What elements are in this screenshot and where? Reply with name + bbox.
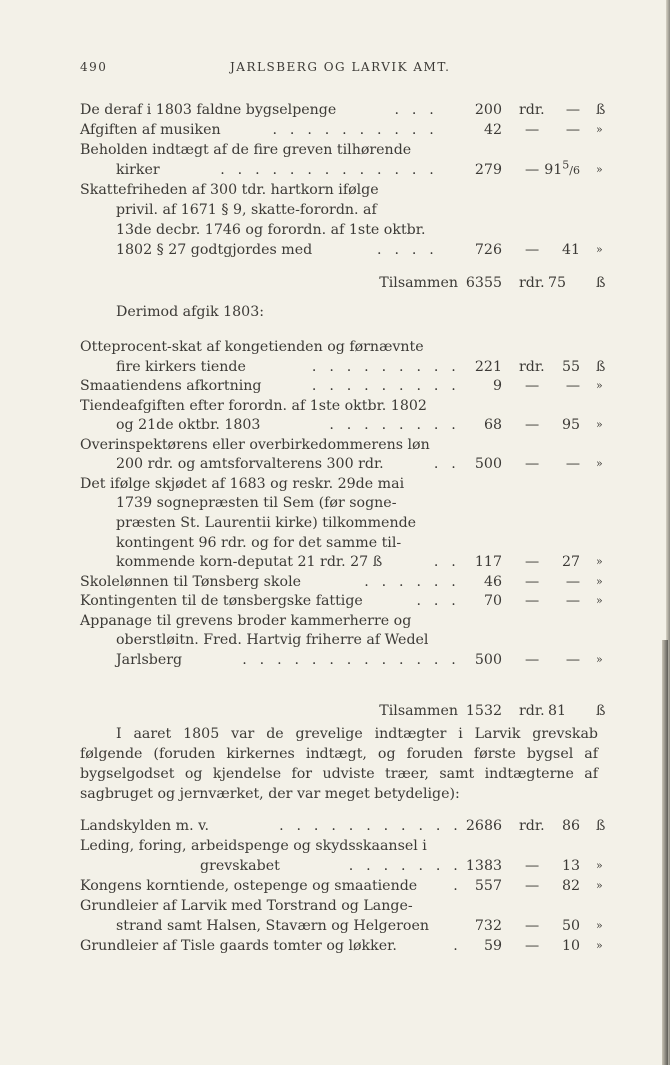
unit-mark: ß — [596, 358, 606, 375]
running-title: JARLSBERG OG LARVIK AMT. — [230, 60, 451, 74]
dot-leader: . . . — [416, 593, 460, 610]
row-text: kontingent 96 rdr. og for det samme til- — [116, 534, 402, 551]
total-label: Tilsammen — [379, 275, 458, 291]
row-text: Appanage til grevens broder kammerherre og — [80, 612, 412, 629]
total-skilling: 75 — [547, 275, 566, 291]
amount-skilling — [566, 376, 580, 396]
row-text: Grundleier af Tisle gaards tomter og løkker. — [80, 938, 397, 954]
dot-leader: . — [453, 878, 462, 894]
amount-skilling — [566, 572, 580, 592]
amount-rdr: 2686 — [465, 818, 502, 834]
skilling-value: 91 — [544, 162, 563, 178]
paragraph-line: I aaret 1805 var de grevelige indtægter i Larvik grevskab — [116, 726, 598, 742]
table-row — [0, 454, 670, 474]
row-text: privil. af 1671 § 9, skatte-forordn. af — [116, 202, 377, 218]
amount-rdr: 70 — [483, 593, 502, 610]
amount-skilling — [562, 876, 580, 896]
amount-skilling — [544, 160, 580, 181]
unit-mark: » — [596, 652, 603, 666]
skilling-value: — — [565, 378, 580, 395]
amount-unit: — — [525, 417, 540, 434]
unit-mark: » — [596, 379, 603, 393]
total-rdr: 1532 — [465, 703, 502, 719]
table-row — [0, 100, 670, 120]
table-row — [0, 160, 670, 180]
total-line — [0, 273, 670, 293]
table-row — [0, 120, 670, 140]
table-row — [0, 816, 670, 836]
table-row — [0, 435, 670, 455]
row-text: kirker — [116, 162, 160, 178]
table-row — [0, 220, 670, 240]
skilling-value: 82 — [561, 878, 580, 894]
amount-skilling — [566, 591, 580, 611]
table-row — [0, 552, 670, 572]
amount-unit: — — [525, 651, 540, 668]
derimod-heading: Derimod afgik 1803: — [116, 304, 264, 320]
amount-rdr: 500 — [474, 651, 502, 668]
amount-rdr: 59 — [483, 938, 502, 954]
paragraph-line: bygselgodset og kjendelse for udviste træer, samt indtægterne af — [80, 766, 598, 782]
row-text: Leding, foring, arbeidspenge og skydsskaansel i — [80, 838, 427, 854]
amount-unit: — — [525, 878, 540, 894]
row-text: fire kirkers tiende — [116, 358, 246, 375]
amount-unit: — — [525, 573, 540, 590]
dot-leader: . . . . . . . — [348, 858, 462, 874]
dot-leader: . . . . . . . . . . . . . — [220, 162, 438, 178]
amount-rdr: 557 — [474, 878, 502, 894]
row-text: 200 rdr. og amtsforvalterens 300 rdr. — [116, 456, 384, 473]
paragraph-line: følgende (foruden kirkernes indtægt, og foruden første bygsel af — [80, 746, 598, 762]
amount-unit: — — [525, 593, 540, 610]
amount-rdr: 117 — [474, 554, 502, 571]
row-text: Tiendeafgiften efter forordn. af 1ste oktbr. 1802 — [80, 397, 427, 414]
row-text: 1802 § 27 godtgjordes med — [116, 242, 313, 258]
total-unit: rdr. — [519, 703, 545, 719]
table-row — [0, 513, 670, 533]
table-row — [0, 396, 670, 416]
row-text: præsten St. Laurentii kirke) tilkommende — [116, 514, 417, 531]
amount-unit: — — [525, 378, 540, 395]
amount-skilling — [566, 100, 580, 120]
amount-skilling — [562, 357, 580, 377]
table-row — [0, 240, 670, 260]
unit-mark: ß — [596, 102, 606, 118]
unit-mark: » — [596, 594, 603, 608]
unit-mark: » — [596, 879, 603, 892]
amount-unit: — — [525, 122, 540, 138]
amount-rdr: 221 — [474, 358, 502, 375]
skilling-value: 41 — [561, 242, 580, 258]
table-row — [0, 337, 670, 357]
row-text: oberstløitn. Fred. Hartvig friherre af Wedel — [116, 632, 429, 649]
row-text: Skattefriheden af 300 tdr. hartkorn ifølge — [80, 182, 379, 198]
skilling-value: — — [565, 102, 580, 118]
dot-leader: . . . . . . . . . — [311, 358, 460, 375]
unit-mark: » — [596, 939, 603, 952]
row-text: Kongens korntiende, ostepenge og smaatiende — [80, 878, 418, 894]
table-row — [0, 876, 670, 896]
skilling-value: — — [565, 651, 580, 668]
amount-unit: rdr. — [519, 358, 545, 375]
row-text: Landskylden m. v. — [80, 818, 209, 834]
row-text: strand samt Halsen, Staværn og Helgeroen — [116, 918, 429, 934]
unit-mark: » — [596, 919, 603, 932]
dot-leader: . — [453, 938, 462, 954]
dot-leader: . . . . . . — [364, 573, 460, 590]
table-row — [0, 630, 670, 650]
table-row — [0, 200, 670, 220]
total-unit-mark: ß — [596, 703, 606, 719]
amount-skilling — [562, 916, 580, 936]
row-text: Grundleier af Larvik med Torstrand og Lange- — [80, 898, 413, 914]
amount-unit: — — [525, 918, 540, 934]
fraction-numerator: 5 — [562, 158, 570, 172]
table-row — [0, 415, 670, 435]
row-text: Overinspektørens eller overbirkedommerens løn — [80, 436, 430, 453]
table-row — [0, 916, 670, 936]
table-row — [0, 140, 670, 160]
skilling-value: 50 — [561, 918, 580, 934]
unit-mark: » — [596, 418, 603, 432]
amount-unit: — — [525, 938, 540, 954]
amount-rdr: 726 — [474, 242, 502, 258]
total-unit-mark: ß — [596, 275, 606, 291]
table-row — [0, 180, 670, 200]
running-header — [80, 60, 600, 80]
table-row — [0, 376, 670, 396]
row-text: Afgiften af musiken — [80, 122, 221, 138]
unit-mark: » — [596, 163, 603, 176]
table-row — [0, 591, 670, 611]
amount-rdr: 500 — [474, 456, 502, 473]
amount-unit: — — [525, 858, 540, 874]
paragraph-line: sagbruget og jernværket, der var meget betydelige): — [80, 786, 460, 802]
dot-leader: . . — [433, 456, 460, 473]
row-text: Smaatiendens afkortning — [80, 378, 262, 395]
amount-unit: — — [525, 242, 540, 258]
dot-leader: . . — [433, 554, 460, 571]
dot-leader: . . . . . . . . . . . . . — [242, 651, 460, 668]
amount-skilling — [562, 415, 580, 435]
amount-skilling — [562, 936, 580, 956]
dot-leader: . . . . . . . . . . — [272, 122, 438, 138]
unit-mark: » — [596, 859, 603, 872]
amount-skilling — [566, 650, 580, 670]
row-text: De deraf i 1803 faldne bygselpenge — [80, 102, 337, 118]
row-text: Beholden indtægt af de fire greven tilhørende — [80, 142, 412, 158]
table-row — [0, 357, 670, 377]
table-row — [0, 572, 670, 592]
unit-mark: » — [596, 243, 603, 256]
skilling-value: 10 — [561, 938, 580, 954]
amount-skilling — [562, 240, 580, 260]
skilling-value: 95 — [561, 417, 580, 434]
page-number: 490 — [80, 60, 108, 74]
dot-leader: . . . . . . . . . . . — [279, 818, 462, 834]
dot-leader: . . . — [394, 102, 438, 118]
total-skilling: 81 — [547, 703, 566, 719]
amount-rdr: 68 — [483, 417, 502, 434]
row-text: grevskabet — [200, 858, 280, 874]
dot-leader: . . . . . . . . . — [311, 378, 460, 395]
table-row — [0, 611, 670, 631]
table-row — [0, 936, 670, 956]
table-row — [0, 836, 670, 856]
table-row — [0, 533, 670, 553]
amount-unit: — — [525, 456, 540, 473]
total-rdr: 6355 — [465, 275, 502, 291]
table-row — [0, 896, 670, 916]
skilling-value: 55 — [561, 358, 580, 375]
skilling-value: 86 — [561, 818, 580, 834]
row-text: Det ifølge skjødet af 1683 og reskr. 29de mai — [80, 475, 405, 492]
amount-unit: — — [525, 162, 540, 178]
amount-unit: rdr. — [519, 102, 545, 118]
total-unit: rdr. — [519, 275, 545, 291]
row-text: 13de decbr. 1746 og forordn. af 1ste oktbr. — [116, 222, 426, 238]
unit-mark: ß — [596, 818, 606, 834]
amount-skilling — [566, 454, 580, 474]
row-text: Otteprocent-skat af kongetienden og førnævnte — [80, 339, 424, 355]
row-text: kommende korn-deputat 21 rdr. 27 ß — [116, 554, 383, 571]
row-text: Jarlsberg — [116, 651, 183, 668]
skilling-value: — — [565, 122, 580, 138]
table-row — [0, 474, 670, 494]
table-row — [0, 650, 670, 670]
amount-rdr: 200 — [474, 102, 502, 118]
unit-mark: » — [596, 555, 603, 569]
skilling-value: — — [565, 456, 580, 473]
amount-unit: — — [525, 554, 540, 571]
amount-rdr: 732 — [474, 918, 502, 934]
row-text: Skolelønnen til Tønsberg skole — [80, 573, 301, 590]
total-line — [0, 701, 670, 721]
row-text: og 21de oktbr. 1803 — [116, 417, 261, 434]
amount-rdr: 1383 — [465, 858, 502, 874]
amount-rdr: 279 — [474, 162, 502, 178]
table-row — [0, 493, 670, 513]
amount-rdr: 9 — [492, 378, 502, 395]
amount-skilling — [562, 856, 580, 876]
skilling-value: 13 — [561, 858, 580, 874]
amount-skilling — [566, 120, 580, 140]
table-row — [0, 856, 670, 876]
skilling-value: — — [565, 593, 580, 610]
paragraph-1805 — [80, 724, 598, 804]
amount-skilling — [562, 552, 580, 572]
amount-unit: rdr. — [519, 818, 545, 834]
unit-mark: » — [596, 123, 603, 136]
amount-skilling — [562, 816, 580, 836]
skilling-value: — — [565, 573, 580, 590]
unit-mark: » — [596, 574, 603, 588]
amount-rdr: 42 — [483, 122, 502, 138]
row-text: 1739 sognepræsten til Sem (før sogne- — [116, 495, 397, 512]
skilling-value: 27 — [561, 554, 580, 571]
unit-mark: » — [596, 457, 603, 471]
total-label: Tilsammen — [379, 703, 458, 719]
dot-leader: . . . . — [377, 242, 438, 258]
fraction-denominator: /6 — [569, 164, 580, 177]
row-text: Kontingenten til de tønsbergske fattige — [80, 593, 363, 610]
dot-leader: . . . . . . . . — [329, 417, 460, 434]
amount-rdr: 46 — [483, 573, 502, 590]
